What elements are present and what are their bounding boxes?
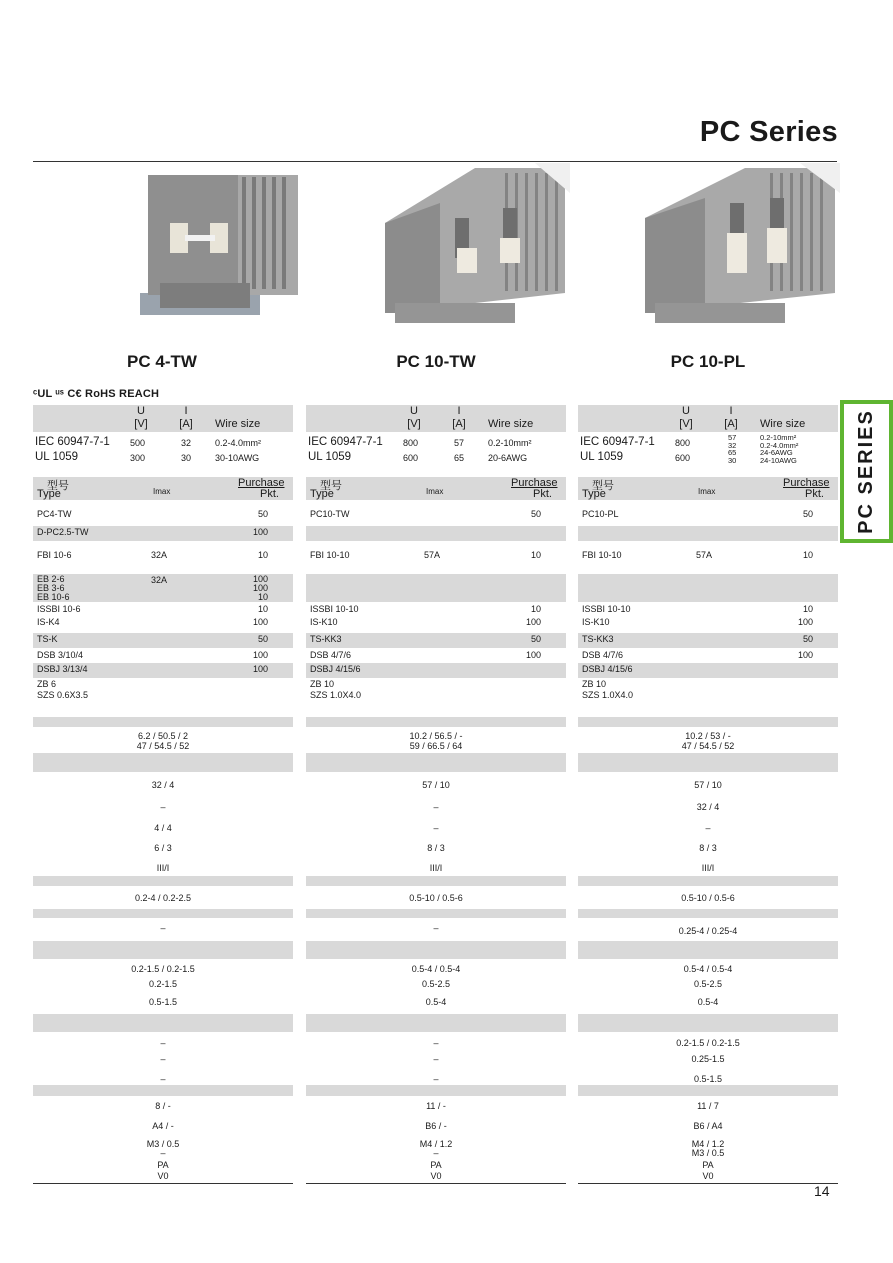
- spec-row: [578, 603, 838, 616]
- product-image-pc4-tw: [130, 163, 300, 343]
- spec-row: [33, 1085, 293, 1096]
- accessory-type: PC10-PL: [582, 509, 619, 519]
- accessory-type: ZB 6: [37, 679, 57, 689]
- current-rating: 65 30: [728, 448, 737, 465]
- connection-value: –: [160, 1038, 166, 1048]
- imax-label: Imax: [426, 487, 444, 496]
- connection-value: –: [160, 1054, 166, 1064]
- spec-row: [306, 678, 566, 689]
- accessory-pkt: 10: [802, 604, 813, 614]
- connection-value: 0.5-1.5: [148, 997, 178, 1007]
- rating-value: 6 / 3: [154, 843, 172, 853]
- connection-value: 0.5-4: [697, 997, 719, 1007]
- spec-row: [33, 689, 293, 702]
- series-title: PC Series: [699, 116, 838, 148]
- accessory-type: TS-KK3: [310, 634, 342, 644]
- spec-row: [306, 1102, 566, 1114]
- spec-row: [33, 821, 293, 835]
- spec-row: [578, 433, 838, 477]
- accessory-pkt: 100: [525, 617, 541, 627]
- accessory-type: DSBJ 4/15/6: [310, 664, 361, 674]
- type-label: Type: [310, 488, 334, 500]
- u-label: U: [682, 405, 690, 417]
- spec-row: [33, 574, 293, 602]
- spec-row: [33, 727, 293, 753]
- connection-value: 0.2-1.5 / 0.2-1.5: [676, 1038, 740, 1048]
- u-label: U: [410, 405, 418, 417]
- wire-size: 30-10AWG: [215, 453, 260, 463]
- connection-value: –: [433, 1038, 439, 1048]
- spec-row: [578, 941, 838, 959]
- spec-row: [33, 717, 293, 727]
- spec-row: [306, 1085, 566, 1096]
- accessory-pkt: 50: [257, 509, 268, 519]
- spec-row: [33, 778, 293, 792]
- misc-value: M4 / 1.2 –: [419, 1139, 453, 1158]
- accessory-type: ISSBI 10-6: [37, 604, 81, 614]
- spec-row: [33, 1053, 293, 1067]
- type-label-cn: 型号: [592, 480, 614, 492]
- voltage-rating: 600: [675, 453, 691, 463]
- spec-row: [306, 919, 566, 941]
- spec-row: [578, 633, 838, 648]
- side-tab: [840, 400, 893, 543]
- misc-value: M3 / 0.5 –: [146, 1139, 180, 1158]
- spec-row: [33, 941, 293, 959]
- connection-value: –: [433, 1054, 439, 1064]
- spec-row: [578, 778, 838, 792]
- rating-value: 4 / 4: [154, 823, 172, 833]
- spec-row: [33, 1102, 293, 1114]
- accessory-type: DSB 4/7/6: [582, 650, 624, 660]
- misc-value: PA: [430, 1160, 442, 1170]
- spec-row: [306, 649, 566, 663]
- spec-row: [578, 574, 838, 602]
- spec-row: [578, 508, 838, 522]
- spec-row: [578, 876, 838, 886]
- top-rule: [33, 161, 837, 162]
- u-unit: [V]: [407, 418, 421, 430]
- spec-row: [306, 663, 566, 678]
- wire-size: 0.2-10mm² 0.2-4.0mm²: [760, 433, 799, 450]
- bottom-rule: [33, 1183, 293, 1184]
- spec-row: [33, 889, 293, 909]
- spec-row: [306, 1140, 566, 1162]
- rating-value: –: [160, 802, 166, 812]
- spec-row: [33, 861, 293, 875]
- spec-row: [578, 1122, 838, 1134]
- spec-row: [578, 996, 838, 1010]
- spec-row: [306, 549, 566, 571]
- accessory-type: DSBJ 3/13/4: [37, 664, 88, 674]
- spec-row: [33, 841, 293, 855]
- connection-value: –: [160, 923, 166, 933]
- standard-name: UL 1059: [35, 451, 79, 463]
- spec-row: [578, 717, 838, 727]
- spec-row: [578, 689, 838, 702]
- product-name: PC 10-TW: [396, 352, 476, 371]
- purchase-label: Purchase: [238, 477, 285, 489]
- accessory-type: ZB 10: [310, 679, 335, 689]
- current-rating: 57: [454, 438, 465, 448]
- spec-row: [33, 663, 293, 678]
- spec-row: [306, 1122, 566, 1134]
- spec-row: [306, 1014, 566, 1032]
- spec-row: [33, 603, 293, 616]
- spec-row: [306, 963, 566, 977]
- misc-value: A4 / -: [152, 1121, 174, 1131]
- spec-row: [306, 841, 566, 855]
- connection-value: 0.5-10 / 0.5-6: [409, 893, 463, 903]
- type-label-cn: 型号: [47, 480, 69, 492]
- accessory-type: PC10-TW: [310, 509, 350, 519]
- accessory-type: EB 2-6 EB 3-6 EB 10-6: [37, 574, 70, 602]
- connection-value: 0.2-4 / 0.2-2.5: [134, 893, 192, 903]
- connection-value: 0.2-1.5: [148, 979, 178, 989]
- accessory-pkt: 100: [525, 650, 541, 660]
- spec-row: [578, 1053, 838, 1067]
- spec-row: [306, 702, 566, 703]
- spec-row: [33, 1037, 293, 1051]
- standard-name: IEC 60947-7-1: [35, 436, 110, 448]
- spec-row: [578, 649, 838, 663]
- rating-value: 57 / 10: [694, 780, 722, 790]
- product-image-pc10-tw: [385, 163, 570, 343]
- product-image-pc10-pl: [645, 163, 840, 343]
- spec-row: [33, 633, 293, 648]
- spec-row: [578, 526, 838, 541]
- spec-row: [306, 526, 566, 541]
- connection-value: 0.5-10 / 0.5-6: [681, 893, 735, 903]
- accessory-pkt: 100: [252, 617, 268, 627]
- accessory-pkt: 100: [252, 664, 268, 674]
- wire-size: 24-6AWG 24-10AWG: [760, 448, 797, 465]
- spec-row: [306, 861, 566, 875]
- bottom-rule: [306, 1183, 566, 1184]
- accessory-type: DSB 4/7/6: [310, 650, 352, 660]
- accessory-type: ISSBI 10-10: [310, 604, 359, 614]
- spec-row: [578, 549, 838, 571]
- accessory-type: IS-K4: [37, 617, 60, 627]
- accessory-type: IS-K10: [582, 617, 610, 627]
- type-label-cn: 型号: [320, 480, 342, 492]
- spec-row: [578, 1014, 838, 1032]
- misc-value: 11 / -: [426, 1101, 446, 1111]
- misc-value: 8 / -: [155, 1101, 171, 1111]
- accessory-imax: 32A: [151, 550, 168, 560]
- accessory-pkt: 50: [257, 634, 268, 644]
- accessory-pkt: 100 100 10: [252, 574, 268, 602]
- dimension-value: 47 / 54.5 / 52: [136, 741, 190, 751]
- spec-row: [33, 996, 293, 1010]
- spec-row: [33, 1122, 293, 1134]
- accessory-type: SZS 1.0X4.0: [582, 690, 634, 700]
- connection-value: 0.5-2.5: [693, 979, 723, 989]
- spec-row: [578, 841, 838, 855]
- misc-value: V0: [430, 1171, 442, 1181]
- rating-value: 57 / 10: [422, 780, 450, 790]
- accessory-type: ISSBI 10-10: [582, 604, 631, 614]
- wire-size-label: Wire size: [760, 418, 806, 430]
- rating-value: 32 / 4: [151, 780, 175, 790]
- wire-size-label: Wire size: [488, 418, 534, 430]
- spec-row: [306, 603, 566, 616]
- connection-value: 0.5-4: [425, 997, 447, 1007]
- spec-row: [306, 508, 566, 522]
- standard-name: IEC 60947-7-1: [580, 436, 655, 448]
- rating-value: III/I: [156, 863, 170, 873]
- accessory-type: PC4-TW: [37, 509, 72, 519]
- i-label: I: [457, 405, 461, 417]
- product-name: PC 10-PL: [670, 352, 746, 371]
- spec-row: [33, 616, 293, 630]
- accessory-type: SZS 0.6X3.5: [37, 690, 89, 700]
- purchase-label: Purchase: [783, 477, 830, 489]
- accessory-pkt: 10: [802, 550, 813, 560]
- connection-value: 0.25-4 / 0.25-4: [678, 926, 738, 936]
- misc-value: 11 / 7: [697, 1101, 719, 1111]
- voltage-rating: 600: [403, 453, 419, 463]
- spec-row: [306, 433, 566, 477]
- spec-row: [306, 689, 566, 702]
- spec-row: [578, 753, 838, 772]
- spec-row: [578, 702, 838, 703]
- bottom-rule: [578, 1183, 838, 1184]
- standard-name: UL 1059: [580, 451, 624, 463]
- imax-label: Imax: [698, 487, 716, 496]
- rating-value: –: [705, 823, 711, 833]
- voltage-rating: 500: [130, 438, 146, 448]
- spec-row: [306, 941, 566, 959]
- i-label: I: [729, 405, 733, 417]
- spec-row: [306, 889, 566, 909]
- misc-value: V0: [702, 1171, 714, 1181]
- spec-row: [33, 876, 293, 886]
- rating-value: 8 / 3: [699, 843, 717, 853]
- spec-row: [306, 996, 566, 1010]
- accessory-pkt: 100: [252, 650, 268, 660]
- connection-value: –: [160, 1074, 166, 1084]
- spec-row: [578, 963, 838, 977]
- spec-row: [33, 1014, 293, 1032]
- accessory-pkt: 10: [530, 550, 541, 560]
- spec-row: [578, 1085, 838, 1096]
- spec-row: [33, 919, 293, 941]
- accessory-type: D-PC2.5-TW: [37, 527, 89, 537]
- spec-row: [578, 889, 838, 909]
- connection-value: –: [433, 1074, 439, 1084]
- pkt-label: Pkt.: [260, 488, 279, 500]
- dimension-value: 6.2 / 50.5 / 2: [137, 731, 189, 741]
- side-tab-label: PC SERIES: [855, 409, 878, 534]
- spec-row: [33, 649, 293, 663]
- rating-value: –: [433, 823, 439, 833]
- purchase-label: Purchase: [511, 477, 558, 489]
- spec-row: [578, 1037, 838, 1051]
- rating-value: III/I: [429, 863, 443, 873]
- spec-row: [33, 978, 293, 992]
- connection-value: 0.25-1.5: [691, 1054, 725, 1064]
- connection-value: 0.2-1.5 / 0.2-1.5: [131, 964, 195, 974]
- rating-value: –: [433, 802, 439, 812]
- spec-row: [306, 778, 566, 792]
- connection-value: 0.5-4 / 0.5-4: [683, 964, 733, 974]
- page-number: 14: [814, 1183, 830, 1199]
- spec-row: [306, 405, 566, 432]
- connection-value: 0.5-2.5: [421, 979, 451, 989]
- accessory-type: TS-K: [37, 634, 58, 644]
- spec-row: [578, 616, 838, 630]
- spec-row: [578, 663, 838, 678]
- spec-row: [33, 405, 293, 432]
- rating-value: 8 / 3: [427, 843, 445, 853]
- accessory-pkt: 10: [530, 604, 541, 614]
- spec-row: [306, 909, 566, 918]
- accessory-pkt: 50: [530, 509, 541, 519]
- u-unit: [V]: [679, 418, 693, 430]
- accessory-imax: 32A: [151, 575, 168, 585]
- current-rating: 30: [181, 453, 192, 463]
- accessory-pkt: 50: [802, 634, 813, 644]
- misc-value: B6 / A4: [693, 1121, 723, 1131]
- spec-row: [33, 678, 293, 689]
- wire-size: 0.2-4.0mm²: [215, 438, 262, 448]
- spec-row: [578, 678, 838, 689]
- standard-name: UL 1059: [308, 451, 352, 463]
- spec-row: [33, 753, 293, 772]
- accessory-pkt: 100: [797, 617, 813, 627]
- wire-size: 20-6AWG: [488, 453, 528, 463]
- spec-row: [33, 800, 293, 814]
- accessory-imax: 57A: [696, 550, 713, 560]
- spec-row: [578, 919, 838, 941]
- type-label: Type: [582, 488, 606, 500]
- i-unit: [A]: [724, 418, 738, 430]
- spec-row: [33, 477, 293, 500]
- spec-row: [578, 1102, 838, 1114]
- spec-row: [33, 702, 293, 703]
- wire-size-label: Wire size: [215, 418, 261, 430]
- spec-row: [33, 433, 293, 477]
- misc-value: PA: [157, 1160, 169, 1170]
- current-rating: 57 32: [728, 433, 737, 450]
- dimension-value: 10.2 / 56.5 / -: [409, 731, 463, 741]
- spec-row: [33, 963, 293, 977]
- spec-row: [578, 821, 838, 835]
- spec-row: [306, 717, 566, 727]
- product-name: PC 4-TW: [127, 352, 197, 371]
- pkt-label: Pkt.: [805, 488, 824, 500]
- spec-row: [306, 574, 566, 602]
- spec-row: [578, 978, 838, 992]
- rating-value: 32 / 4: [696, 802, 720, 812]
- accessory-type: FBI 10-6: [37, 550, 72, 560]
- spec-row: [578, 861, 838, 875]
- rating-value: III/I: [701, 863, 715, 873]
- spec-row: [578, 800, 838, 814]
- spec-row: [306, 616, 566, 630]
- misc-value: V0: [157, 1171, 169, 1181]
- voltage-rating: 800: [403, 438, 419, 448]
- dimension-value: 10.2 / 53 / -: [685, 731, 731, 741]
- accessory-type: IS-K10: [310, 617, 338, 627]
- imax-label: Imax: [153, 487, 171, 496]
- accessory-type: DSB 3/10/4: [37, 650, 84, 660]
- spec-row: [306, 477, 566, 500]
- spec-row: [33, 549, 293, 571]
- type-label: Type: [37, 488, 61, 500]
- accessory-pkt: 10: [257, 550, 268, 560]
- accessory-imax: 57A: [424, 550, 441, 560]
- connection-value: 0.5-1.5: [693, 1074, 723, 1084]
- spec-row: [306, 1037, 566, 1051]
- accessory-pkt: 50: [802, 509, 813, 519]
- accessory-type: SZS 1.0X4.0: [310, 690, 362, 700]
- accessory-type: DSBJ 4/15/6: [582, 664, 633, 674]
- certification-marks: ᶜUL ᵘˢ C€ RoHS REACH: [33, 388, 160, 400]
- spec-row: [306, 753, 566, 772]
- spec-row: [578, 477, 838, 500]
- pkt-label: Pkt.: [533, 488, 552, 500]
- accessory-pkt: 100: [252, 527, 268, 537]
- misc-value: B6 / -: [425, 1121, 447, 1131]
- connection-value: –: [433, 923, 439, 933]
- spec-row: [578, 909, 838, 918]
- current-rating: 65: [454, 453, 465, 463]
- spec-row: [33, 1140, 293, 1162]
- i-unit: [A]: [179, 418, 193, 430]
- accessory-type: ZB 10: [582, 679, 607, 689]
- accessory-type: FBI 10-10: [310, 550, 350, 560]
- spec-row: [578, 405, 838, 432]
- spec-row: [578, 727, 838, 753]
- standard-name: IEC 60947-7-1: [308, 436, 383, 448]
- spec-row: [306, 1053, 566, 1067]
- accessory-pkt: 10: [257, 604, 268, 614]
- accessory-type: TS-KK3: [582, 634, 614, 644]
- current-rating: 32: [181, 438, 192, 448]
- spec-row: [306, 821, 566, 835]
- dimension-value: 47 / 54.5 / 52: [681, 741, 735, 751]
- accessory-pkt: 100: [797, 650, 813, 660]
- spec-row: [306, 978, 566, 992]
- u-label: U: [137, 405, 145, 417]
- spec-row: [306, 800, 566, 814]
- voltage-rating: 800: [675, 438, 691, 448]
- dimension-value: 59 / 66.5 / 64: [409, 741, 463, 751]
- i-label: I: [184, 405, 188, 417]
- i-unit: [A]: [452, 418, 466, 430]
- misc-value: PA: [702, 1160, 714, 1170]
- u-unit: [V]: [134, 418, 148, 430]
- spec-row: [306, 633, 566, 648]
- spec-row: [33, 526, 293, 541]
- spec-row: [33, 508, 293, 522]
- wire-size: 0.2-10mm²: [488, 438, 532, 448]
- spec-row: [306, 727, 566, 753]
- accessory-pkt: 50: [530, 634, 541, 644]
- accessory-type: FBI 10-10: [582, 550, 622, 560]
- voltage-rating: 300: [130, 453, 146, 463]
- spec-row: [578, 1140, 838, 1162]
- connection-value: 0.5-4 / 0.5-4: [411, 964, 461, 974]
- spec-row: [306, 876, 566, 886]
- misc-value: M4 / 1.2 M3 / 0.5: [691, 1139, 725, 1158]
- spec-row: [33, 909, 293, 918]
